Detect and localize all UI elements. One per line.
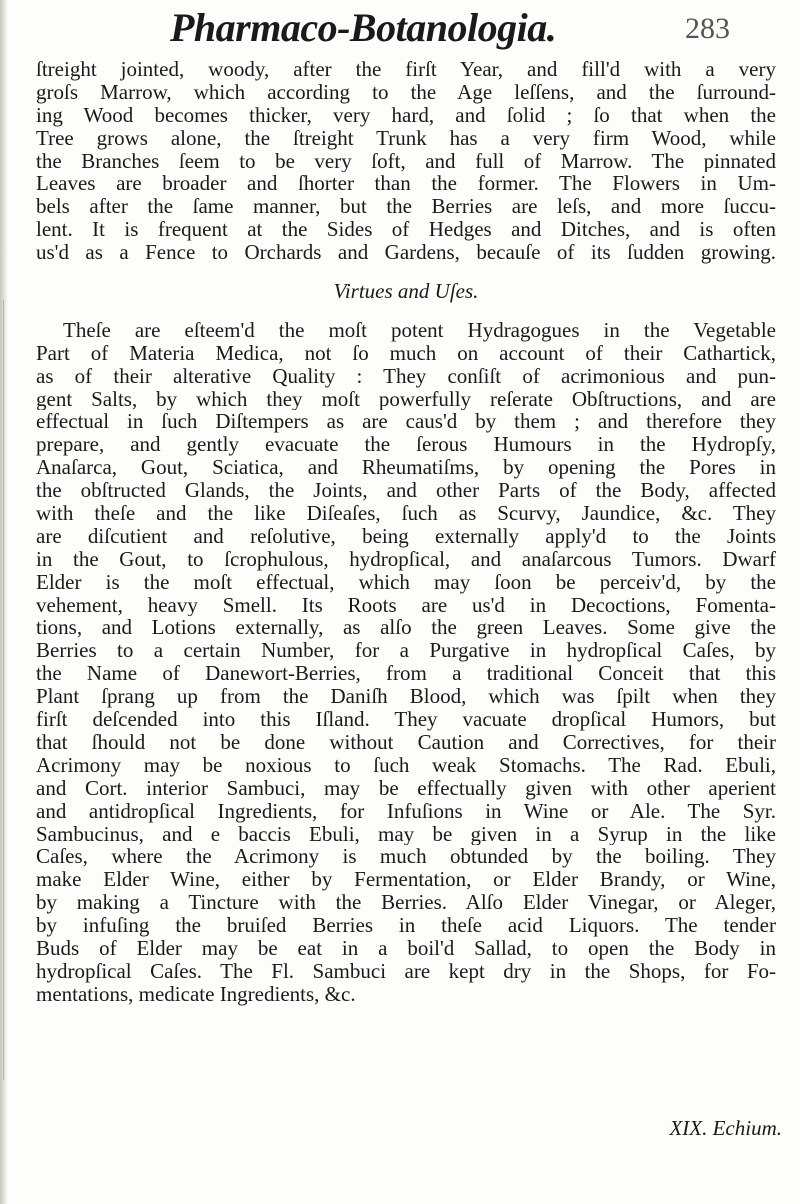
text-line: ing Wood becomes thicker, very hard, and ſolid ; ſo that when the [36,103,776,127]
text-line: Berries to a certain Number, for a Purgative in hydropſical Caſes, by [36,639,776,663]
text-line: effectual in ſuch Diſtempers as are caus'd by them ; and therefore they [36,410,776,434]
text-line: the Branches ſeem to be very ſoft, and full of Marrow. The pinnated [36,149,776,173]
description-paragraph [36,58,776,264]
text-line: ſtreight jointed, woody, after the firſt Year, and fill'd with a very [36,58,776,81]
text-line: Sambucinus, and e baccis Ebuli, may be given in a Syrup in the like [36,822,776,846]
text-line: are diſcutient and reſolutive, being externally apply'd to the Joints [36,524,776,548]
page-gutter-shadow [0,0,8,1204]
text-line: firſt deſcended into this Iſland. They vacuate dropſical Humors, but [36,708,776,731]
text-line: Anaſarca, Gout, Sciatica, and Rheumatiſms, by opening the Pores in [36,456,776,480]
page-edge-line [3,300,4,1080]
text-line: the Name of Danewort-Berries, from a traditional Conceit that this [36,662,776,686]
text-line: and antidropſical Ingredients, for Infuſions in Wine or Ale. The Syr. [36,799,776,823]
text-line: Caſes, where the Acrimony is much obtunded by the boiling. They [36,845,776,869]
text-line: lent. It is frequent at the Sides of Hedges and Ditches, and is often [36,218,776,242]
page-number: 283 [685,12,730,45]
running-head [170,4,730,52]
text-line: make Elder Wine, either by Fermentation, or Elder Brandy, or Wine, [36,868,776,892]
text-line: groſs Marrow, which according to the Age leſſens, and the ſurround- [36,80,776,104]
text-line: gent Salts, by which they moſt powerfully reſerate Obſtructions, and are [36,387,776,411]
catchword: XIX. Echium. [669,1116,782,1140]
text-line: us'd as a Fence to Orchards and Gardens, becauſe of its ſudden growing. [36,241,776,265]
text-line: by infuſing the bruiſed Berries in theſe acid Liquors. The tender [36,914,776,937]
text-line: with theſe and the like Diſeaſes, ſuch as Scurvy, Jaundice, &c. They [36,502,776,525]
text-line: that ſhould not be done without Caution and Correctives, for their [36,730,776,754]
text-line: vehement, heavy Smell. Its Roots are us'd in Decoctions, Fomenta- [36,593,776,617]
text-line: hydropſical Caſes. The Fl. Sambuci are kept dry in the Shops, for Fo- [36,959,776,983]
virtues-paragraph [36,319,776,1006]
text-line: mentations, medicate Ingredients, &c. [36,982,356,1006]
text-line: bels after the ſame manner, but the Berries are leſs, and more ſuccu- [36,195,776,219]
text-line: Buds of Elder may be eat in a boil'd Sallad, to open the Body in [36,936,776,960]
text-line: the obſtructed Glands, the Joints, and other Parts of the Body, affected [36,479,776,503]
text-line: Plant ſprang up from the Daniſh Blood, which was ſpilt when they [36,685,776,709]
text-line: Leaves are broader and ſhorter than the former. The Flowers in Um- [36,172,776,196]
text-body [36,58,776,1006]
text-line: in the Gout, to ſcrophulous, hydropſical, and anaſarcous Tumors. Dwarf [36,547,776,571]
section-heading: Virtues and Uſes. [333,280,479,303]
text-line: tions, and Lotions externally, as alſo the green Leaves. Some give the [36,616,776,640]
text-line: Part of Materia Medica, not ſo much on account of their Cathartick, [36,341,776,365]
text-line: Theſe are eſteem'd the moſt potent Hydragogues in the Vegetable [63,318,776,342]
text-line: Elder is the moſt effectual, which may ſoon be perceiv'd, by the [36,570,776,594]
text-line: Acrimony may be noxious to ſuch weak Stomachs. The Rad. Ebuli, [36,753,776,777]
text-line: prepare, and gently evacuate the ſerous Humours in the Hydropſy, [36,433,776,457]
running-title: Pharmaco-Botanologia. [170,5,557,50]
text-line: as of their alterative Quality : They conſiſt of acrimonious and pun- [36,364,776,388]
text-line: and Cort. interior Sambuci, may be effectually given with other aperient [36,776,776,800]
text-line: Tree grows alone, the ſtreight Trunk has a very firm Wood, while [36,126,776,150]
text-line: by making a Tincture with the Berries. Alſo Elder Vinegar, or Aleger, [36,891,776,915]
